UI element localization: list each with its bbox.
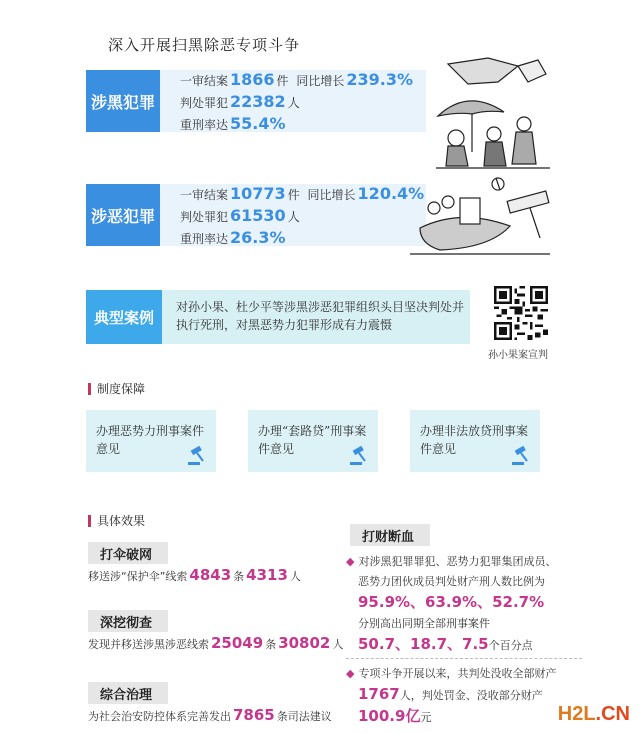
finance-divider: [346, 658, 582, 659]
heading-bar: [88, 515, 91, 527]
finance-pill: 打财断血: [350, 524, 430, 546]
gavel-icon: [186, 446, 208, 466]
finance-paragraph-1: ◆ 对涉黑犯罪罪犯、恶势力犯罪集团成员、 恶势力团伙成员判处财产刑人数比例为 95.9%、63.9%、52.7% 分别高出同期全部刑事案件 50.7、18.7、7.5个百分点: [346, 555, 557, 653]
gavel-cartoon-illustration: [400, 168, 560, 260]
umbrella-line: 移送涉“保护伞”线索 4843 条 4313 人: [88, 566, 301, 584]
gavel-icon: [348, 446, 370, 466]
policy-card-1: 办理恶势力刑事案件意见: [86, 410, 216, 472]
typical-case-text: 对孙小果、杜少平等涉黑涉恶犯罪组织头目坚决判处并执行死刑，对黑恶势力犯罪形成有力震慑: [176, 300, 465, 332]
dig-pill: 深挖彻查: [88, 610, 168, 632]
site-logo: H2L.CN: [557, 703, 630, 725]
black-stat-line-3: 重刑率达 55.4%: [180, 114, 286, 133]
governance-line: 为社会治安防控体系完善发出 7865 条司法建议: [88, 706, 332, 724]
system-heading: 制度保障: [88, 380, 145, 397]
black-stat-line-1: 一审结案 1866 件 同比增长 239.3%: [180, 70, 414, 89]
evil-stat-line-2: 判处罪犯 61530 人: [180, 206, 300, 225]
finance-paragraph-2: ◆ 专项斗争开展以来，共判处没收全部财产 1767人，判处罚金、没收部分财产 100.9亿元: [346, 667, 557, 725]
effects-heading: 具体效果: [88, 512, 145, 529]
dig-line: 发现并移送涉黑涉恶线索 25049 条 30802 人: [88, 634, 344, 652]
qr-code[interactable]: [494, 286, 548, 340]
bullet-icon: ◆: [346, 555, 355, 568]
typical-case-label: 典型案例: [86, 290, 162, 344]
black-crime-label: 涉黑犯罪: [86, 70, 160, 132]
evil-crime-label: 涉恶犯罪: [86, 184, 160, 246]
heading-bar: [88, 383, 91, 395]
qr-caption: 孙小果案宣判: [488, 350, 548, 361]
umbrella-cartoon-illustration: [428, 54, 558, 172]
governance-pill: 综合治理: [88, 682, 168, 704]
bullet-icon: ◆: [346, 667, 355, 680]
evil-stat-line-1: 一审结案 10773 件 同比增长 120.4%: [180, 184, 425, 203]
policy-card-2: 办理“套路贷”刑事案件意见: [248, 410, 378, 472]
black-stat-line-2: 判处罪犯 22382 人: [180, 92, 300, 111]
evil-stat-line-3: 重刑率达 26.3%: [180, 228, 286, 247]
umbrella-pill: 打伞破网: [88, 542, 168, 564]
policy-card-3: 办理非法放贷刑事案件意见: [410, 410, 540, 472]
page-title: 深入开展扫黑除恶专项斗争: [108, 36, 301, 54]
gavel-icon: [510, 446, 532, 466]
